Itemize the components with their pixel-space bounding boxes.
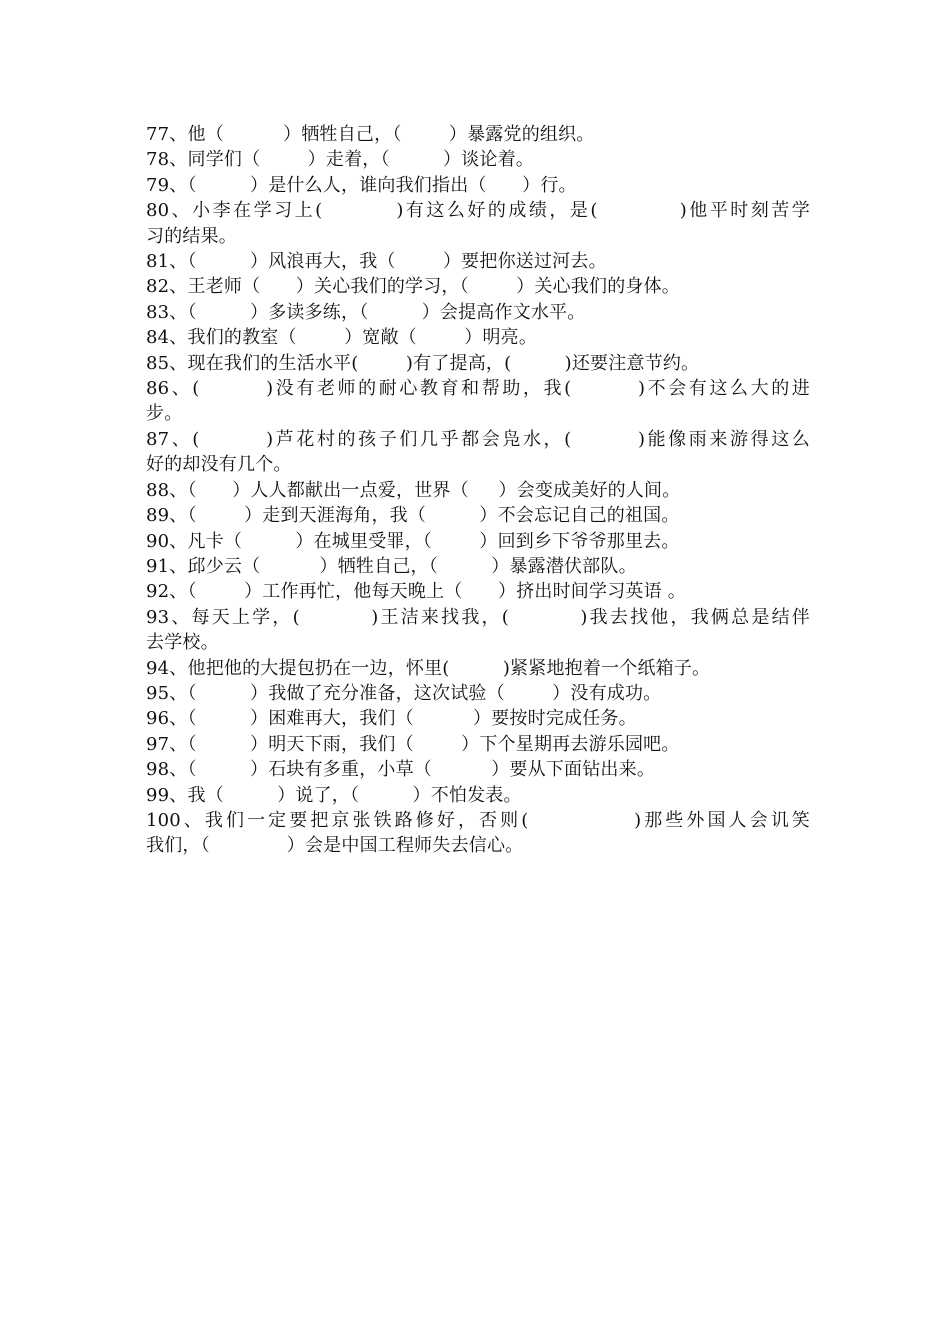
exercise-line-80: 80、小李在学习上( )有这么好的成绩，是( )他平时刻苦学 [146,200,810,222]
exercise-line-77: 77、他（ ）牺牲自己，（ ）暴露党的组织。 [146,124,595,145]
exercise-line-86-cont: 步。 [146,403,183,425]
exercise-line-95: 95、（ ）我做了充分准备，这次试验（ ）没有成功。 [146,682,662,704]
exercise-line-87-cont: 好的却没有几个。 [146,454,292,476]
exercise-line-97: 97、（ ）明天下雨，我们（ ）下个星期再去游乐园吧。 [146,733,680,755]
exercise-line-88: 88、（ ）人人都献出一点爱，世界（ ）会变成美好的人间。 [146,479,681,501]
exercise-line-100-cont: 我们，（ ）会是中国工程师失去信心。 [146,835,524,857]
exercise-line-93-cont: 去学校。 [146,632,219,654]
exercise-line-84: 84、我们的教室（ ）宽敞（ ）明亮。 [146,327,538,349]
exercise-line-79: 79、（ ）是什么人，谁向我们指出（ ）行。 [146,174,577,196]
exercise-line-98: 98、（ ）石块有多重，小草（ ）要从下面钻出来。 [146,759,656,781]
exercise-line-82: 82、王老师（ ）关心我们的学习，（ ）关心我们的身体。 [146,276,681,298]
exercise-line-86: 86、( )没有老师的耐心教育和帮助，我( )不会有这么大的进 [146,378,810,400]
exercise-list [146,122,810,859]
exercise-line-87: 87、( )芦花村的孩子们几乎都会凫水，( )能像雨来游得这么 [146,428,810,450]
exercise-line-81: 81、（ ）风浪再大，我（ ）要把你送过河去。 [146,251,607,273]
exercise-line-92: 92、（ ）工作再忙，他每天晚上（ ）挤出时间学习英语 。 [146,581,686,603]
exercise-line-93: 93、每天上学，( )王洁来找我，( )我去找他，我俩总是结伴 [146,606,810,628]
exercise-line-91: 91、邱少云（ ）牺牲自己，（ ）暴露潜伏部队。 [146,555,637,577]
exercise-line-96: 96、（ ）困难再大，我们（ ）要按时完成任务。 [146,708,637,730]
exercise-line-99: 99、我（ ）说了，（ ）不怕发表。 [146,784,522,806]
exercise-line-80-cont: 习的结果。 [146,225,237,247]
exercise-line-85: 85、现在我们的生活水平( )有了提高，( )还要注意节约。 [146,352,700,374]
exercise-line-78: 78、同学们（ ）走着，（ ）谈论着。 [146,149,534,171]
exercise-line-90: 90、凡卡（ ）在城里受罪，（ ）回到乡下爷爷那里去。 [146,530,680,552]
exercise-line-94: 94、他把他的大提包扔在一边，怀里( )紧紧地抱着一个纸箱子。 [146,657,711,679]
exercise-line-100: 100、我们一定要把京张铁路修好，否则( )那些外国人会讥笑 [146,809,810,831]
exercise-line-89: 89、（ ）走到天涯海角，我（ ）不会忘记自己的祖国。 [146,505,680,527]
exercise-line-83: 83、（ ）多读多练，（ ）会提高作文水平。 [146,301,586,323]
